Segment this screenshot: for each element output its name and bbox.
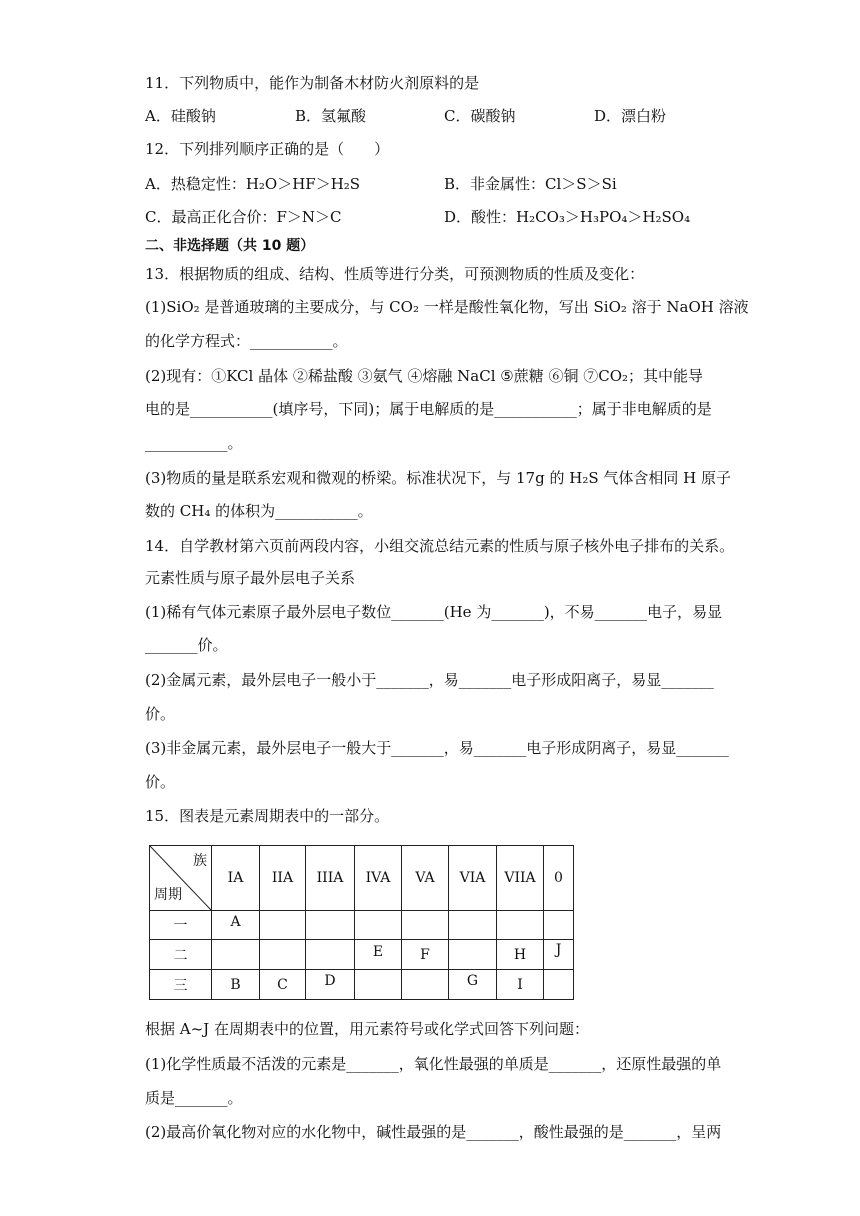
element-cell [306,940,355,970]
q13-stem: 13．根据物质的组成、结构、性质等进行分类，可预测物质的性质及变化： [145,265,645,283]
corner-group-label: 族 [193,853,207,869]
group-header: IVA [355,846,402,911]
q13-part3-line1: (3)物质的量是联系宏观和微观的桥梁。标准状况下，与 17g 的 H₂S 气体含相同 H 原子 [145,469,731,487]
element-cell [212,940,260,970]
q14-part2-line2: 价。 [145,705,176,723]
element-cell [402,911,449,940]
group-header: VIIA [497,846,544,911]
q13-part1-line2: 的化学方程式：___________。 [145,332,348,350]
q11-option-b: B．氢氟酸 [295,107,367,125]
element-cell [260,911,306,940]
element-cell [449,940,497,970]
q14-stem: 14．自学教材第六页前两段内容，小组交流总结元素的性质与原子核外电子排布的关系。 [145,537,735,555]
group-header: IIA [260,846,306,911]
element-cell: H [497,940,544,970]
table-corner-cell [150,846,212,911]
period-label: 三 [150,970,212,1000]
q12-option-a: A．热稳定性：H₂O＞HF＞H₂S [145,175,361,193]
q11-option-d: D．漂白粉 [594,107,667,125]
period-label: 二 [150,940,212,970]
q13-part1-line1: (1)SiO₂ 是普通玻璃的主要成分，与 CO₂ 一样是酸性氧化物，写出 SiO₂ 溶于 NaOH 溶液 [145,298,749,316]
element-cell [355,911,402,940]
element-cell: D [306,970,355,1000]
periodic-table [149,845,574,1000]
q13-part3-line2: 数的 CH₄ 的体积为___________。 [145,502,373,520]
element-cell: J [544,940,574,970]
q13-part2-line2: 电的是___________(填序号，下同)；属于电解质的是___________；属于非电解质的是 [145,400,712,418]
q15-instruction: 根据 A~J 在周期表中的位置，用元素符号或化学式回答下列问题： [145,1020,589,1038]
group-header: 0 [544,846,574,911]
group-header: IA [212,846,260,911]
q14-part2-line1: (2)金属元素，最外层电子一般小于_______，易_______电子形成阳离子，易显_______ [145,671,714,689]
group-header: IIIA [306,846,355,911]
q11-option-c: C．碳酸钠 [444,107,516,125]
q14-part1-line1: (1)稀有气体元素原子最外层电子数位_______(He 为_______)，不易_______电子，易显 [145,603,723,621]
element-cell: G [449,970,497,1000]
element-cell: E [355,940,402,970]
section-heading: 二、非选择题（共 10 题） [145,238,315,254]
element-cell [402,970,449,1000]
q15-stem: 15．图表是元素周期表中的一部分。 [145,807,390,825]
q15-part1-line2: 质是_______。 [145,1089,243,1107]
element-cell: A [212,911,260,940]
element-cell [260,940,306,970]
group-header: VA [402,846,449,911]
element-cell [544,970,574,1000]
q13-part2-line1: (2)现有：①KCl 晶体 ②稀盐酸 ③氨气 ④熔融 NaCl ⑤蔗糖 ⑥铜 ⑦CO₂；其中能导 [145,367,704,385]
element-cell [306,911,355,940]
q14-subtitle: 元素性质与原子最外层电子关系 [145,569,356,587]
q12-option-b: B．非金属性：Cl＞S＞Si [444,175,617,193]
element-cell: I [497,970,544,1000]
element-cell [497,911,544,940]
q14-part1-line2: _______价。 [145,636,228,654]
element-cell [544,911,574,940]
element-cell: B [212,970,260,1000]
q11-stem: 11．下列物质中，能作为制备木材防火剂原料的是 [145,74,480,92]
q12-option-d: D．酸性：H₂CO₃＞H₃PO₄＞H₂SO₄ [444,208,691,226]
period-label: 一 [150,911,212,940]
corner-period-label: 周期 [154,887,182,903]
element-cell: F [402,940,449,970]
q15-part1-line1: (1)化学性质最不活泼的元素是_______，氧化性最强的单质是_______，还原性最强的单 [145,1055,722,1073]
q14-part3-line2: 价。 [145,773,176,791]
element-cell [449,911,497,940]
q13-part2-line3: ___________。 [145,434,243,452]
element-cell [355,970,402,1000]
q15-part2-line1: (2)最高价氧化物对应的水化物中，碱性最强的是_______，酸性最强的是_______，呈两 [145,1123,722,1141]
group-header: VIA [449,846,497,911]
element-cell: C [260,970,306,1000]
q12-stem: 12．下列排列顺序正确的是（ ） [145,140,390,158]
q14-part3-line1: (3)非金属元素，最外层电子一般大于_______，易_______电子形成阴离子，易显_______ [145,739,729,757]
q11-option-a: A．硅酸钠 [145,107,216,125]
q12-option-c: C．最高正化合价：F＞N＞C [145,208,342,226]
